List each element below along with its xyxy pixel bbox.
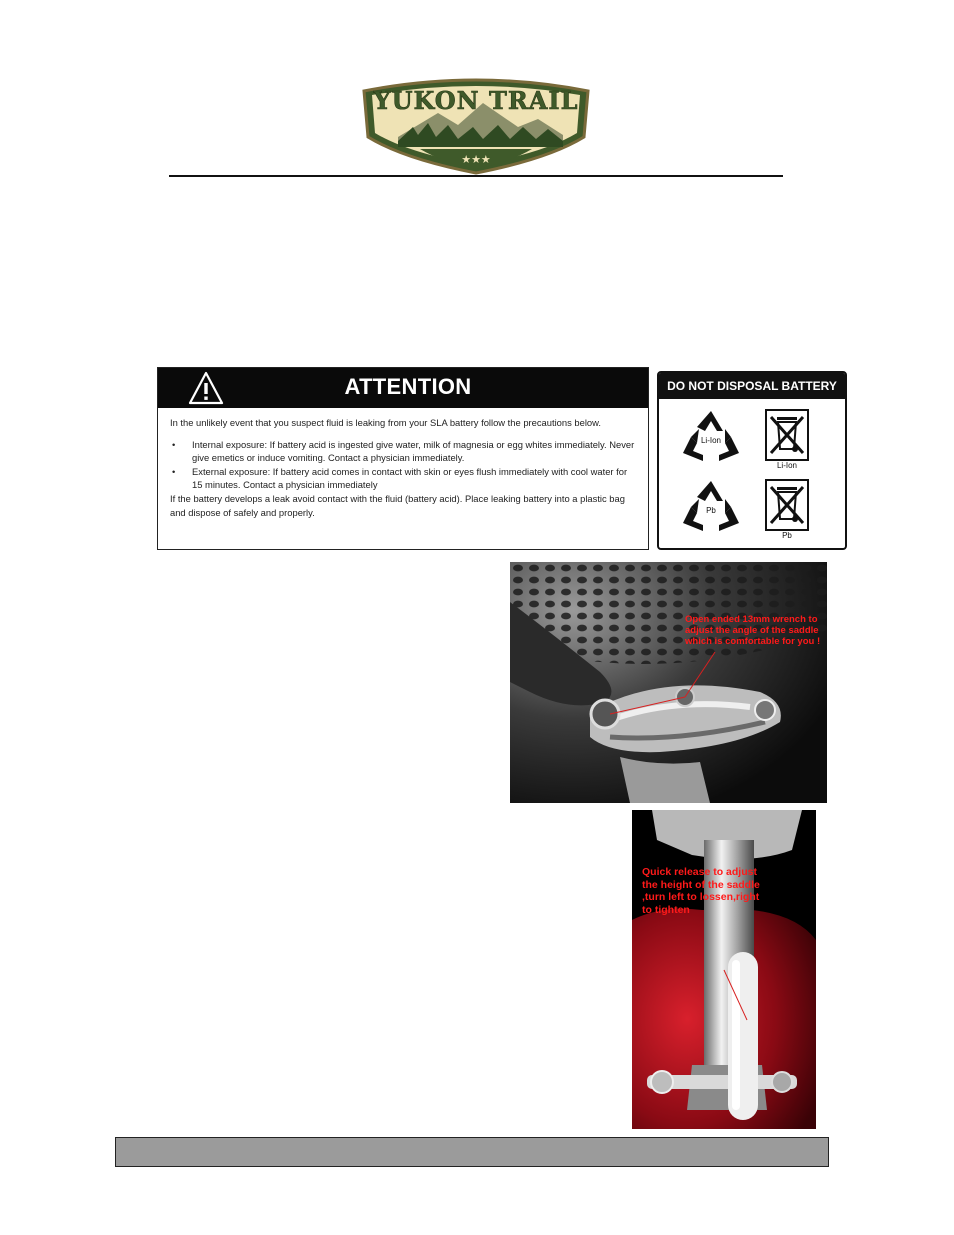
- bin-li-label: Li-Ion: [776, 461, 797, 470]
- precaution-list: [170, 438, 638, 492]
- warning-triangle-icon: [188, 371, 224, 405]
- attention-label: [157, 367, 649, 550]
- attention-closing: If the battery develops a leak avoid contact with the fluid (battery acid). Place leaking battery into a plastic bag and dispose of safely and properly.: [170, 492, 625, 518]
- saddle-angle-caption: Open ended 13mm wrench to adjust the angle of the saddle which is comfortable for you !: [685, 614, 821, 647]
- disposal-title: DO NOT DISPOSAL BATTERY: [659, 373, 845, 399]
- crossed-bin-icon: [765, 479, 809, 531]
- seatpost-photo: [632, 810, 816, 1129]
- header-rule: [169, 175, 783, 177]
- yukon-trail-logo: [358, 75, 594, 175]
- logo-stars: ★★★: [461, 153, 491, 166]
- svg-text:Pb: Pb: [706, 506, 716, 515]
- bin-pb-label: Pb: [782, 531, 792, 540]
- logo-wordmark: YUKON TRAIL: [373, 86, 579, 115]
- attention-title: ATTENTION: [344, 374, 472, 399]
- attention-body: [170, 416, 638, 519]
- footer-bar: [115, 1137, 829, 1167]
- saddle-angle-photo: [510, 562, 827, 803]
- recycle-icon: [679, 407, 743, 467]
- saddle-clamp-illustration: [510, 562, 827, 803]
- precaution-external: • External exposure: If battery acid comes in contact with skin or eyes flush immediately with cool water for 15 minutes. Contact a physician immediately: [170, 465, 638, 492]
- svg-text:Li-Ion: Li-Ion: [700, 436, 722, 445]
- disposal-panel: [657, 371, 847, 550]
- seatpost-caption: Quick release to adjust the height of the saddle ,turn left to lossen,right to tighten: [642, 866, 760, 916]
- attention-intro: In the unlikely event that you suspect fluid is leaking from your SLA battery follow the precautions below.: [170, 417, 601, 428]
- seatpost-illustration: [632, 810, 816, 1129]
- attention-header: [158, 368, 648, 408]
- recycle-icon: [679, 477, 743, 537]
- precaution-internal: • Internal exposure: If battery acid is ingested give water, milk of magnesia or egg whites immediately. Never give emetics or induce vomiting. Contact a physician immediately.: [170, 438, 638, 465]
- crossed-bin-icon: [765, 409, 809, 461]
